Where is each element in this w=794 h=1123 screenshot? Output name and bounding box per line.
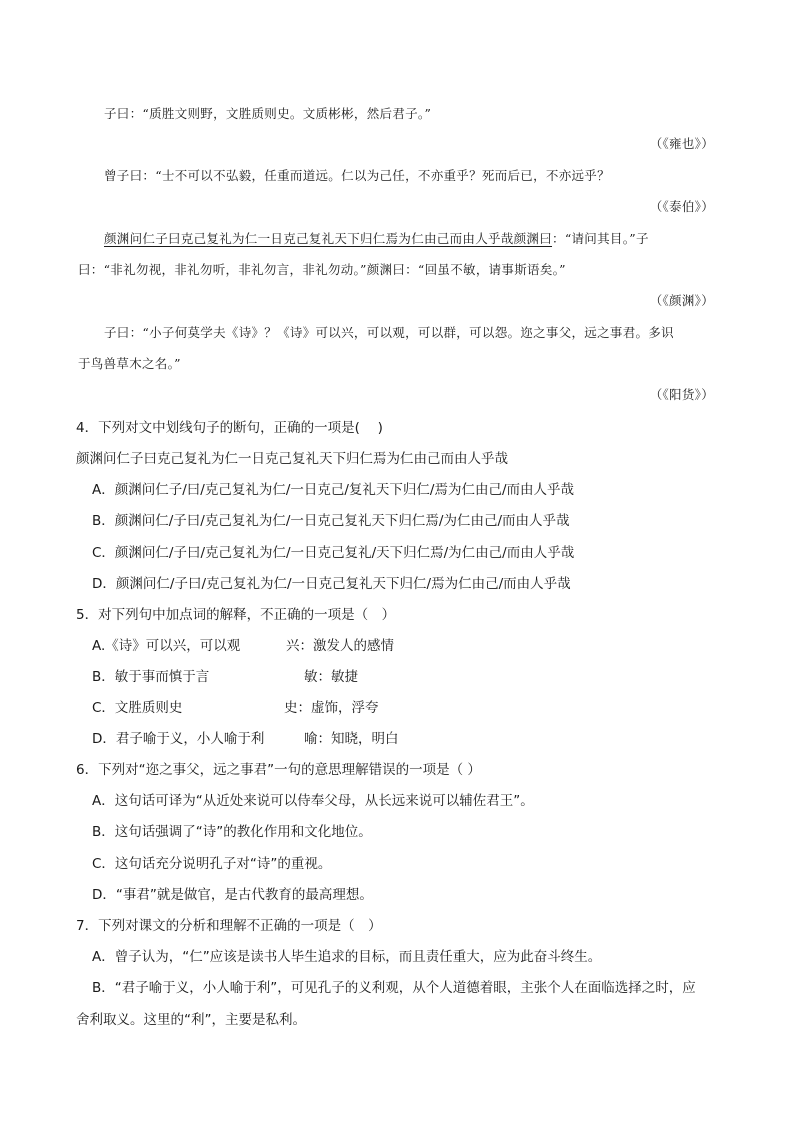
underlined-sentence: 颜渊问仁子曰克己复礼为仁一日克己复礼天下归仁焉为仁由己而由人乎哉颜渊曰	[104, 231, 553, 246]
q5-option-b-text: B．敏于事而慎于言	[92, 669, 210, 685]
q6-option-a: A．这句话可译为“从近处来说可以侍奉父母，从长远来说可以辅佐君王”。	[92, 793, 534, 809]
q5-option-b-gloss: 敏：敏捷	[304, 669, 358, 685]
passage-3-line2: 曰：“非礼勿视，非礼勿听，非礼勿言，非礼勿动。”颜渊曰：“回虽不敏，请事斯语矣。”	[78, 262, 566, 277]
q7-stem: 7．下列对课文的分析和理解不正确的一项是（ ）	[76, 918, 382, 934]
q6-option-c: C．这句话充分说明孔子对“诗”的重视。	[92, 856, 332, 872]
q5-option-a-text: A.《诗》可以兴，可以观	[92, 638, 241, 654]
q5-stem: 5．对下列句中加点词的解释，不正确的一项是（ ）	[76, 607, 396, 623]
q5-option-c	[92, 696, 712, 716]
passage-1: 子曰：“质胜文则野，文胜质则史。文质彬彬，然后君子。”	[104, 106, 432, 121]
q4-option-d: D．颜渊问仁/子曰/克己复礼为仁/一日克己复礼天下归仁/焉为仁由己/而由人乎哉	[92, 576, 571, 592]
q5-option-d-text: D．君子喻于义，小人喻于利	[92, 731, 265, 747]
q7-option-b: B．“君子喻于义，小人喻于利”，可见孔子的义利观，从个人道德着眼，主张个人在面临选择之时，应	[92, 980, 696, 996]
passage-4-line2: 于鸟兽草木之名。”	[78, 356, 181, 371]
passage-2-source: （《泰伯》）	[649, 199, 714, 214]
q5-option-d-gloss: 喻：知晓，明白	[304, 731, 399, 747]
q5-option-d	[92, 727, 712, 747]
q6-option-b: B．这句话强调了“诗”的教化作用和文化地位。	[92, 824, 372, 840]
q4-stem: 4．下列对文中划线句子的断句，正确的一项是( )	[76, 420, 383, 436]
q7-option-a: A．曾子认为，“仁”应该是读书人毕生追求的目标，而且责任重大，应为此奋斗终生。	[92, 949, 602, 965]
q5-option-b	[92, 665, 712, 685]
q4-option-b: B．颜渊问仁/子曰/克己复礼为仁/一日克己复礼天下归仁焉/为仁由己/而由人乎哉	[92, 513, 570, 529]
q5-option-c-gloss: 史：虚饰，浮夸	[284, 700, 379, 716]
passage-3-rest: ：“请问其目。”子	[552, 231, 649, 246]
passage-3-line1	[104, 229, 649, 247]
passage-2: 曾子曰：“士不可以不弘毅，任重而道远。仁以为己任，不亦重乎？死而后已，不亦远乎？	[104, 168, 610, 183]
q6-stem: 6．下列对“迩之事父，远之事君”一句的意思理解错误的一项是（ ）	[76, 762, 481, 778]
passage-3-source: （《颜渊》）	[649, 293, 714, 308]
passage-4-line1: 子曰：“小子何莫学夫《诗》？《诗》可以兴，可以观，可以群，可以怨。迩之事父，远之事君。多识	[104, 325, 674, 340]
passage-4-source: （《阳货》）	[649, 387, 714, 402]
q4-sentence: 颜渊问仁子曰克己复礼为仁一日克己复礼天下归仁焉为仁由己而由人乎哉	[76, 451, 508, 467]
q4-option-a: A．颜渊问仁子/曰/克己复礼为仁/一日克己/复礼天下归仁/焉为仁由己/而由人乎哉	[92, 482, 575, 498]
passage-1-source: （《雍也》）	[649, 136, 714, 151]
q5-option-a-gloss: 兴：激发人的感情	[286, 638, 394, 654]
q5-option-c-text: C．文胜质则史	[92, 700, 183, 716]
q4-option-c: C．颜渊问仁/子曰/克己复礼为仁/一日克己复礼/天下归仁焉/为仁由己/而由人乎哉	[92, 545, 575, 561]
q5-option-a	[92, 634, 712, 654]
q7-option-b-continuation: 舍利取义。这里的“利”，主要是私利。	[76, 1012, 306, 1028]
q6-option-d: D．“事君”就是做官，是古代教育的最高理想。	[92, 887, 373, 903]
